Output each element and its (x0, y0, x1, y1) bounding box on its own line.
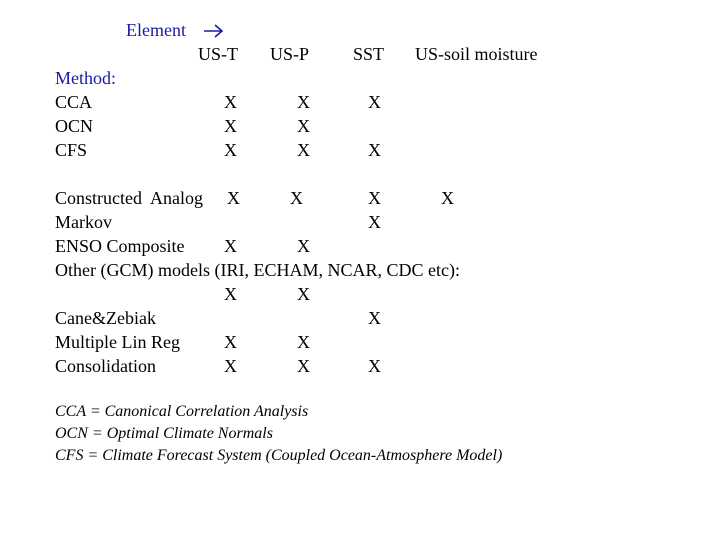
mark-enso-composite-us-t: X (224, 236, 237, 256)
mark-enso-composite-us-p: X (297, 236, 310, 256)
column-header-us-soil-moisture: US-soil moisture (415, 44, 538, 64)
mark-ocn-us-p: X (297, 116, 310, 136)
mark-multiple-lin-reg-us-p: X (297, 332, 310, 352)
row-name-constructed-analog: Constructed Analog (55, 188, 203, 208)
mark-consolidation-sst: X (368, 356, 381, 376)
mark-consolidation-us-p: X (297, 356, 310, 376)
column-header-us-p: US-P (270, 44, 310, 64)
mark-consolidation-us-t: X (224, 356, 237, 376)
row-name-consolidation: Consolidation (55, 356, 157, 376)
row-name-cfs: CFS (55, 140, 88, 160)
mark-multiple-lin-reg-us-t: X (224, 332, 237, 352)
mark-other-gcm-us-p: X (297, 284, 310, 304)
mark-constructed-analog-sst: X (368, 188, 381, 208)
column-header-sst: SST (353, 44, 385, 64)
mark-cca-us-t: X (224, 92, 237, 112)
column-header-us-t: US-T (198, 44, 238, 64)
mark-cane-zebiak-sst: X (368, 308, 381, 328)
mark-cca-us-p: X (297, 92, 310, 112)
row-name-ocn: OCN (55, 116, 94, 136)
mark-constructed-analog-us-soil-moisture: X (441, 188, 454, 208)
mark-cfs-us-t: X (224, 140, 237, 160)
mark-cfs-sst: X (368, 140, 381, 160)
mark-other-gcm-us-t: X (224, 284, 237, 304)
mark-cca-sst: X (368, 92, 381, 112)
mark-markov-sst: X (368, 212, 381, 232)
row-name-other-gcm-models: Other (GCM) models (IRI, ECHAM, NCAR, CDC etc): (55, 260, 460, 280)
row-name-multiple-lin-reg: Multiple Lin Reg (55, 332, 180, 352)
mark-ocn-us-t: X (224, 116, 237, 136)
legend-ocn: OCN = Optimal Climate Normals (55, 425, 273, 442)
row-name-cane-zebiak: Cane&Zebiak (55, 308, 156, 328)
legend-cfs: CFS = Climate Forecast System (Coupled Ocean-Atmosphere Model) (55, 447, 503, 464)
row-name-enso-composite: ENSO Composite (55, 236, 185, 256)
mark-constructed-analog-us-p: X (290, 188, 303, 208)
row-name-cca: CCA (55, 92, 93, 112)
row-name-markov: Markov (55, 212, 112, 232)
arrow-right-icon (203, 23, 225, 39)
legend-cca: CCA = Canonical Correlation Analysis (55, 403, 309, 420)
method-label: Method: (55, 68, 116, 88)
element-label: Element (126, 20, 186, 40)
mark-cfs-us-p: X (297, 140, 310, 160)
mark-constructed-analog-us-t: X (227, 188, 240, 208)
